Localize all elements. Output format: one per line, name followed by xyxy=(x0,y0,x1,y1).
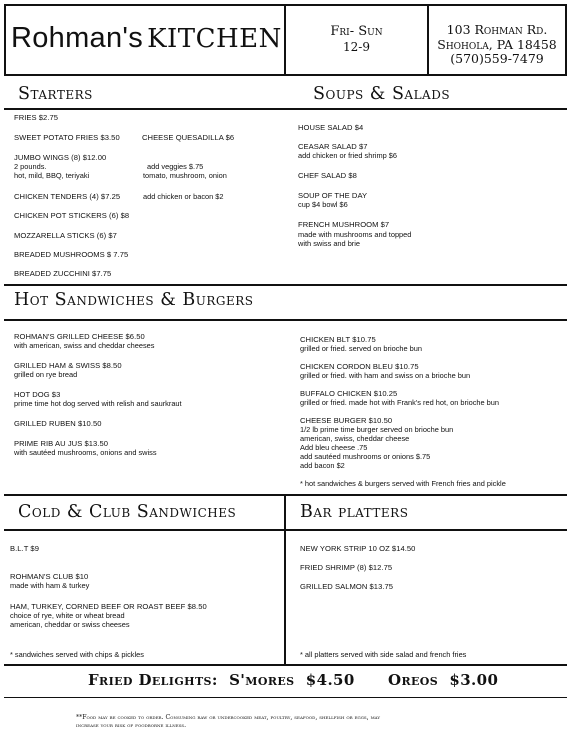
header-left-border xyxy=(4,4,6,76)
soups-salads-title: Soups & Salads xyxy=(313,84,451,104)
bar-fried-shrimp: FRIED SHRIMP (8) $12.75 xyxy=(300,563,393,572)
starter-pot-stickers: CHICKEN POT STICKERS (6) $8 xyxy=(14,211,130,220)
burger-desc-2: american, swiss, cheddar cheese xyxy=(300,434,410,443)
hot-dog-desc: prime time hot dog served with relish and saurkraut xyxy=(14,399,182,408)
fried-bottom-rule xyxy=(4,697,567,698)
wings-desc-2: hot, mild, BBQ, teriyaki xyxy=(14,171,90,180)
french-desc-2: with swiss and brie xyxy=(298,239,361,248)
cold-deli: HAM, TURKEY, CORNED BEEF OR ROAST BEEF $8.50 xyxy=(10,602,207,611)
quesadilla-veggies-2: tomato, mushroom, onion xyxy=(143,171,227,180)
food-disclaimer-line1: **Food may be cooked to order. Consuming raw or undercooked meat, poultry, seafood, shellfish or eggs, may xyxy=(76,714,381,721)
club-desc: made with ham & turkey xyxy=(10,581,90,590)
ceasar-desc: add chicken or fried shrimp $6 xyxy=(298,151,398,160)
smores-price: $4.50 xyxy=(305,671,355,689)
burger-desc-5: add bacon $2 xyxy=(300,461,345,470)
starter-breaded-zucchini: BREADED ZUCCHINI $7.75 xyxy=(14,269,112,278)
wings-desc-1: 2 pounds. xyxy=(14,162,47,171)
prime-rib-desc: with sautéed mushrooms, onions and swiss xyxy=(14,448,157,457)
cold-blt: B.L.T $9 xyxy=(10,544,39,553)
soup-chef-salad: CHEF SALAD $8 xyxy=(298,171,357,180)
restaurant-name-main: Rohman's xyxy=(11,22,144,54)
cold-bar-divider xyxy=(284,494,286,666)
cold-bottom-rule xyxy=(4,529,567,531)
buffalo-desc: grilled or fried. made hot with Frank's red hot, on brioche bun xyxy=(300,398,500,407)
hours-time: 12-9 xyxy=(343,40,370,54)
quesadilla-veggies-1: add veggies $.75 xyxy=(147,162,204,171)
hot-grilled-ruben: GRILLED RUBEN $10.50 xyxy=(14,419,102,428)
grilled-cheese-desc: with american, swiss and cheddar cheeses xyxy=(14,341,155,350)
food-disclaimer-line2: increase your risk of foodborne illness. xyxy=(76,722,187,729)
starter-breaded-mushrooms: BREADED MUSHROOMS $ 7.75 xyxy=(14,250,129,259)
cold-section-bottom-rule xyxy=(4,664,567,666)
starter-jumbo-wings: JUMBO WINGS (8) $12.00 xyxy=(14,153,107,162)
french-desc-1: made with mushrooms and topped xyxy=(298,230,412,239)
oreos-label: Oreos xyxy=(388,671,439,689)
restaurant-name xyxy=(11,22,282,55)
hot-hot-dog: HOT DOG $3 xyxy=(14,390,61,399)
soup-ceasar-salad: CEASAR SALAD $7 xyxy=(298,142,368,151)
hot-prime-rib: PRIME RIB AU JUS $13.50 xyxy=(14,439,108,448)
bar-platters-note: * all platters served with side salad and french fries xyxy=(300,650,467,659)
starter-chicken-tenders: CHICKEN TENDERS (4) $7.25 xyxy=(14,192,121,201)
hot-sandwiches-note: * hot sandwiches & burgers served with French fries and pickle xyxy=(300,479,506,488)
address-line1: 103 Rohman Rd. xyxy=(446,22,548,37)
hot-grilled-cheese: ROHMAN'S GRILLED CHEESE $6.50 xyxy=(14,332,145,341)
soup-desc: cup $4 bowl $6 xyxy=(298,200,348,209)
restaurant-name-kitchen: KITCHEN xyxy=(147,24,282,54)
starters-title: Starters xyxy=(18,84,93,104)
bar-platters-title: Bar platters xyxy=(300,502,409,522)
deli-desc-2: american, cheddar or swiss cheeses xyxy=(10,620,130,629)
soup-house-salad: HOUSE SALAD $4 xyxy=(298,123,364,132)
deli-desc-1: choice of rye, white or wheat bread xyxy=(10,611,125,620)
quesadilla-add: add chicken or bacon $2 xyxy=(143,192,224,201)
starters-rule xyxy=(4,108,567,110)
starter-mozzarella-sticks: MOZZARELLA STICKS (6) $7 xyxy=(14,231,117,240)
address-line2: Shohola, PA 18458 xyxy=(437,37,557,52)
hot-ham-swiss: GRILLED HAM & SWISS $8.50 xyxy=(14,361,122,370)
cold-club: ROHMAN'S CLUB $10 xyxy=(10,572,89,581)
cordon-bleu-desc: grilled or fried. with ham and swiss on a brioche bun xyxy=(300,371,471,380)
starter-sweet-potato-fries: SWEET POTATO FRIES $3.50 xyxy=(14,133,120,142)
hot-cordon-bleu: CHICKEN CORDON BLEU $10.75 xyxy=(300,362,419,371)
hot-sandwiches-title: Hot Sandwiches & Burgers xyxy=(14,290,254,310)
starter-cheese-quesadilla: CHEESE QUESADILLA $6 xyxy=(142,133,235,142)
hot-cheese-burger: CHEESE BURGER $10.50 xyxy=(300,416,393,425)
smores-label: S'mores xyxy=(229,671,295,689)
oreos-price: $3.00 xyxy=(449,671,499,689)
chicken-blt-desc: grilled or fried. served on brioche bun xyxy=(300,344,423,353)
hot-bottom-rule xyxy=(4,319,567,321)
phone-number: (570)559-7479 xyxy=(450,51,544,66)
burger-desc-4: add sautéed mushrooms or onions $.75 xyxy=(300,452,431,461)
hot-buffalo-chicken: BUFFALO CHICKEN $10.25 xyxy=(300,389,398,398)
hot-top-rule xyxy=(4,284,567,286)
fried-delights-label: Fried Delights: xyxy=(88,671,218,689)
hot-chicken-blt: CHICKEN BLT $10.75 xyxy=(300,335,376,344)
burger-desc-1: 1/2 lb prime time burger served on brioche bun xyxy=(300,425,454,434)
cold-sandwiches-title: Cold & Club Sandwiches xyxy=(18,502,237,522)
bar-ny-strip: NEW YORK STRIP 10 OZ $14.50 xyxy=(300,544,416,553)
soup-of-the-day: SOUP OF THE DAY xyxy=(298,191,368,200)
header-right-border xyxy=(565,4,567,76)
fried-delights-line xyxy=(88,671,498,689)
soup-french-mushroom: FRENCH MUSHROOM $7 xyxy=(298,220,390,229)
burger-desc-3: Add bleu cheese .75 xyxy=(300,443,368,452)
ham-swiss-desc: grilled on rye bread xyxy=(14,370,78,379)
cold-sandwiches-note: * sandwiches served with chips & pickles xyxy=(10,650,144,659)
hours-days: Fri- Sun xyxy=(330,24,383,39)
bar-grilled-salmon: GRILLED SALMON $13.75 xyxy=(300,582,394,591)
starter-fries: FRIES $2.75 xyxy=(14,113,59,122)
